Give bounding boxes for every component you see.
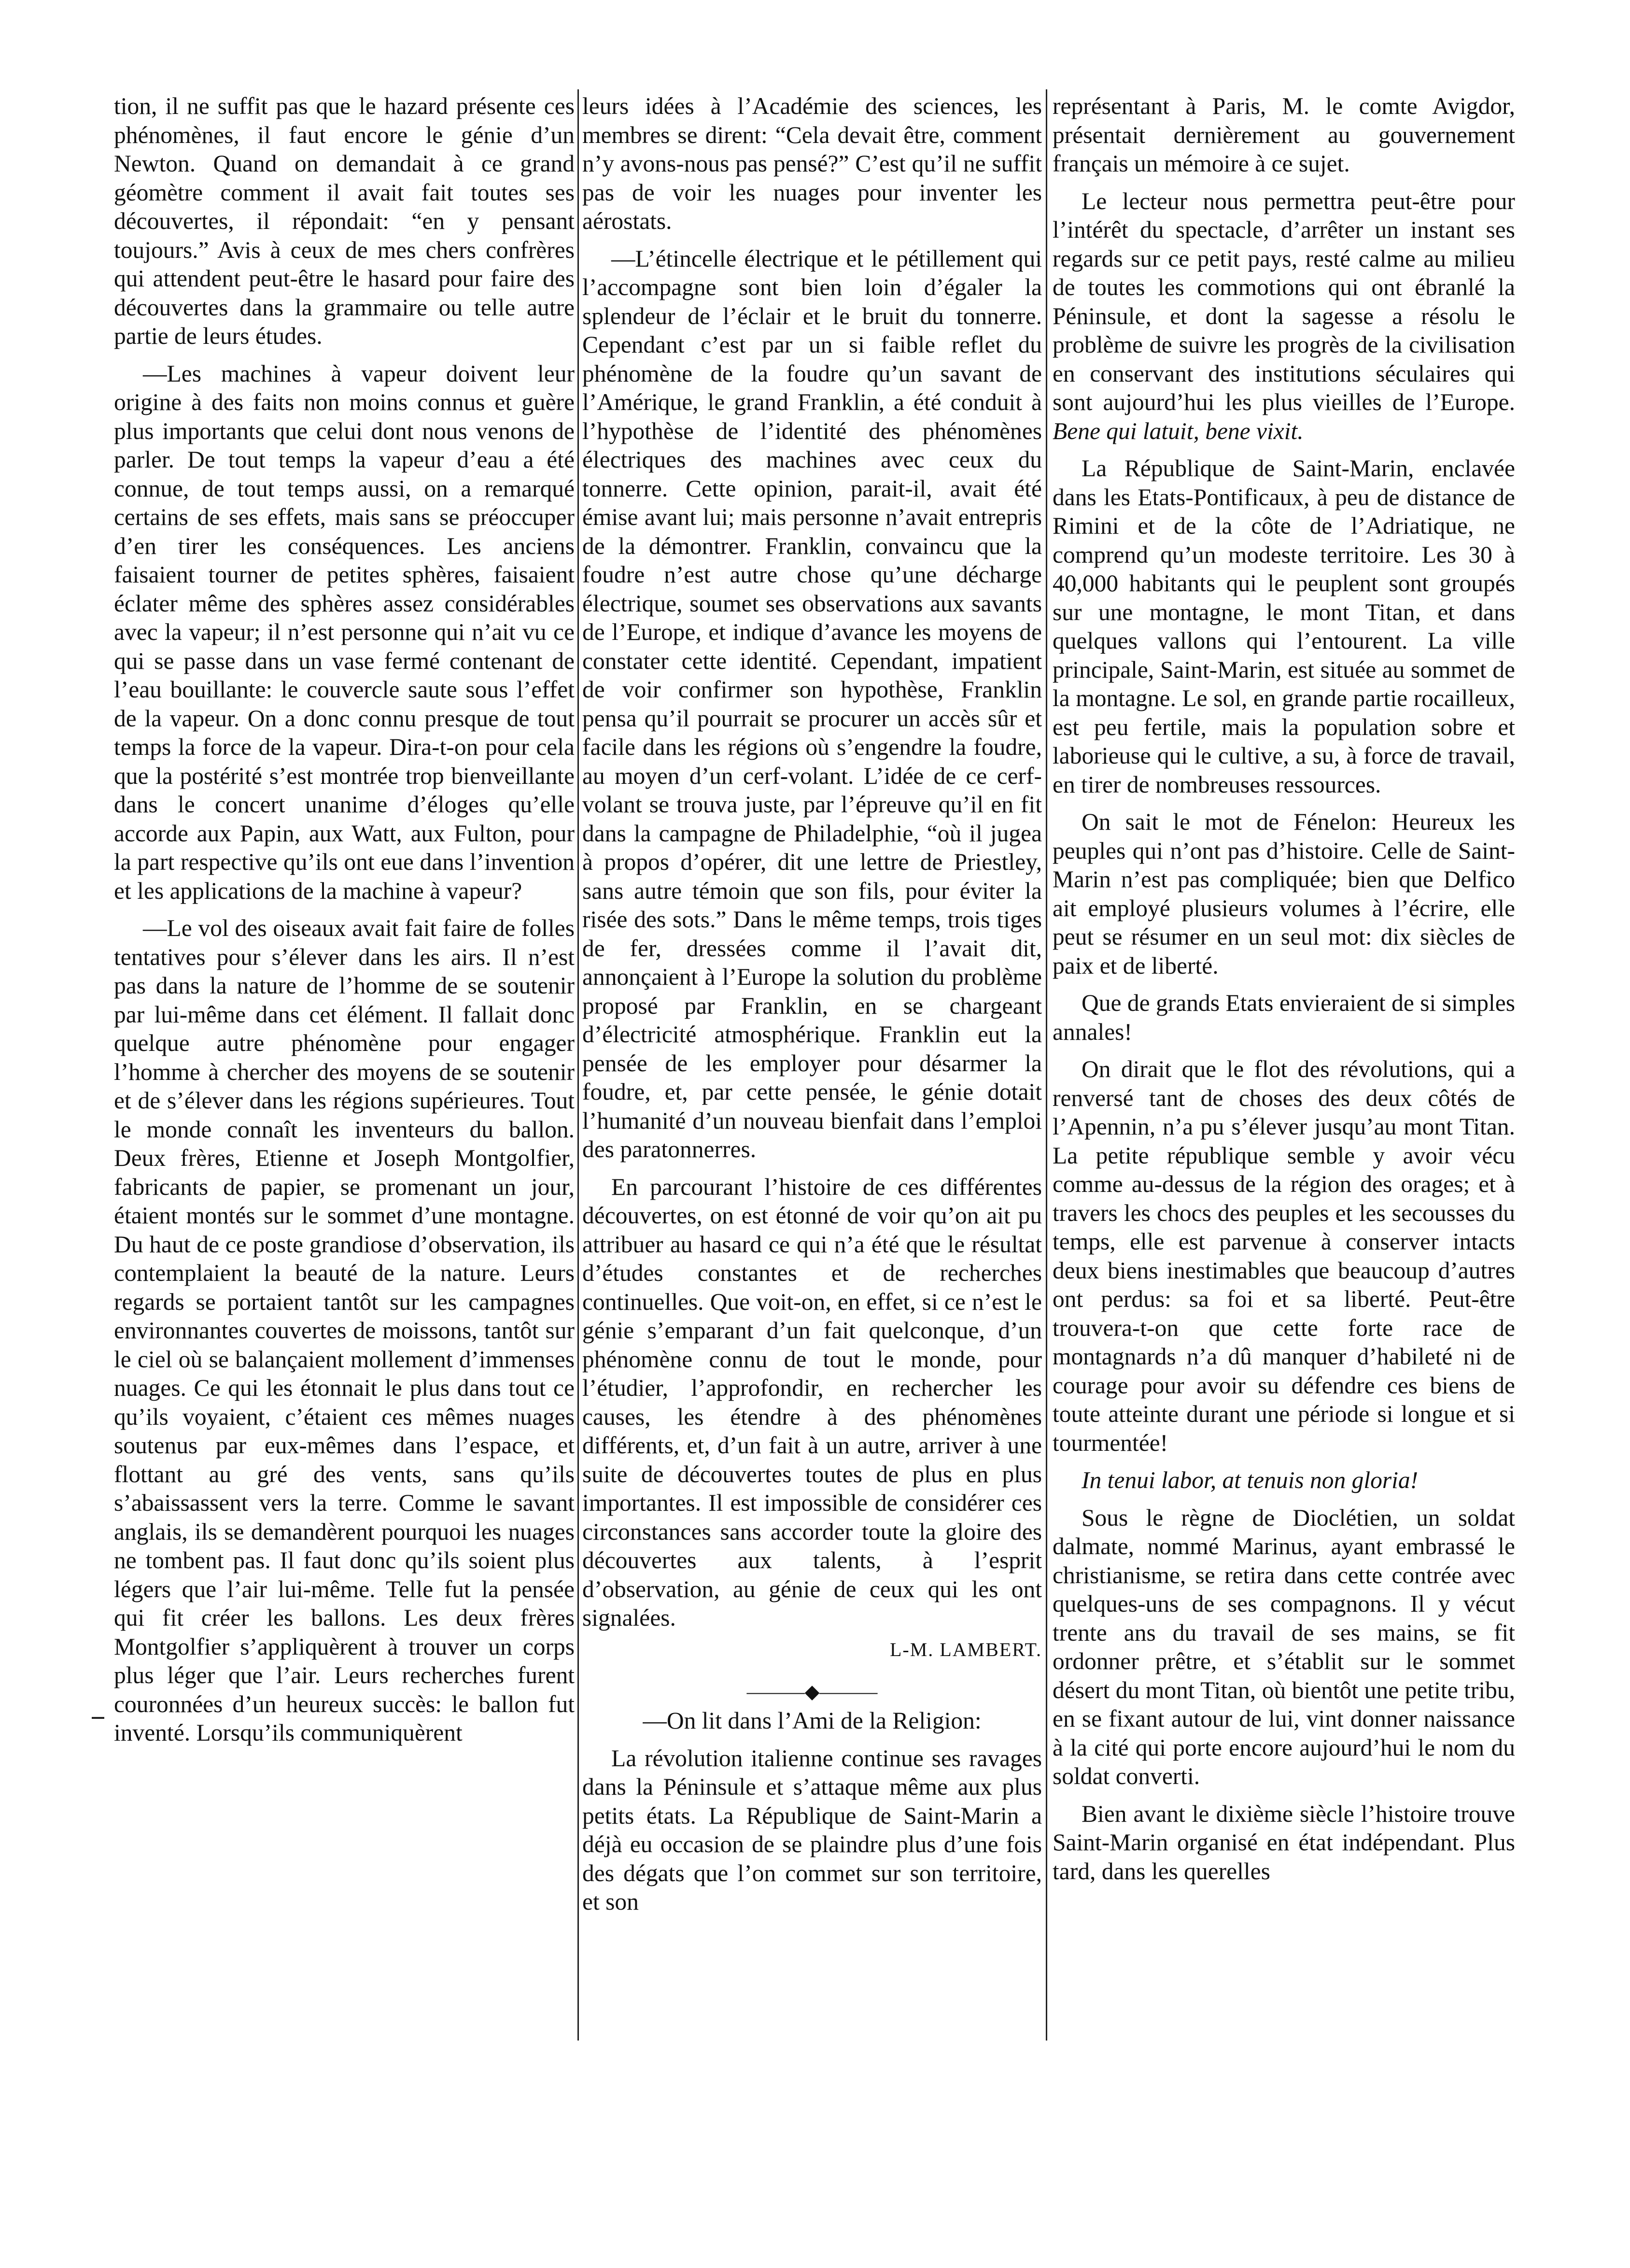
source-heading: —On lit dans l’Ami de la Religion: <box>643 1707 982 1734</box>
column-middle <box>582 92 1042 2120</box>
section-ornament: ———◆——— <box>746 1681 878 1702</box>
paragraph: tion, il ne suffit pas que le hazard présente ces phénomènes, il faut encore le génie d’un Newton. Quand on demandait à ce grand géomètre comment il avait fait toutes ses découvertes, il répondait: “en y pensant toujours.” Avis à ceux de mes chers confrères qui attendent peut-être le hasard pour faire des découvertes dans la grammaire ou telle autre partie de leurs études. <box>114 93 575 349</box>
author-signature: L-M. LAMBERT. <box>889 1638 1042 1660</box>
margin-mark <box>92 1717 104 1719</box>
column-right <box>1053 92 1515 2120</box>
paragraph: représentant à Paris, M. le comte Avigdor, présentait dernièrement au gouvernement français un mémoire à ce sujet. <box>1053 93 1515 177</box>
paragraph: leurs idées à l’Académie des sciences, les membres se dirent: “Cela devait être, comment n’y avons-nous pas pensé?” C’est qu’il ne suffit pas de voir les nuages pour inventer les aérostats. <box>582 93 1042 234</box>
column-rule <box>1046 89 1047 2041</box>
paragraph <box>1053 187 1515 446</box>
paragraph: Sous le règne de Dioclétien, un soldat dalmate, nommé Marinus, ayant embrassé le christianisme, se retira dans cette contrée avec quelques-uns de ses compagnons. Il y vécut trente ans du travail de ses mains, se fit ordonner prêtre, et s’établit sur le sommet désert du mont Titan, où bientôt une petite tribu, en se fixant autour de lui, vint donner naissance à la cité qui porte encore aujourd’hui le nom du soldat converti. <box>1053 1504 1515 1789</box>
paragraph: La République de Saint-Marin, enclavée dans les Etats-Pontificaux, à peu de distance de Rimini et de la côte de l’Adriatique, ne comprend qu’un modeste territoire. Les 30 à 40,000 habitants qui le peuplent sont groupés sur une montagne, le mont Titan, et dans quelques vallons qui l’entourent. La ville principale, Saint-Marin, est située au sommet de la montagne. Le sol, en grande partie rocailleux, est peu fertile, mais la population sobre et laborieuse qui le cultive, a su, à force de travail, en tirer de nombreuses ressources. <box>1053 455 1515 798</box>
paragraph: Que de grands Etats envieraient de si simples annales! <box>1053 990 1515 1045</box>
latin-quote: Bene qui latuit, bene vixit. <box>1053 417 1304 444</box>
column-left <box>114 92 575 2120</box>
paragraph: La révolution italienne continue ses ravages dans la Péninsule et s’attaque même aux plus petits états. La République de Saint-Marin a déjà eu occasion de se plaindre plus d’une fois des dégats que l’on commet sur son territoire, et son <box>582 1744 1042 1915</box>
paragraph: On sait le mot de Fénelon: Heureux les peuples qui n’ont pas d’histoire. Celle de Saint-Marin n’est pas compliquée; bien que Delfico ait employé plusieurs volumes à l’écrire, elle peut se résumer en un seul mot: dix siècles de paix et de liberté. <box>1053 808 1515 979</box>
paragraph: On dirait que le flot des révolutions, qui a renversé tant de choses des deux côtés de l’Apennin, n’a pu s’élever jusqu’au mont Titan. La petite république semble y avoir vécu comme au-dessus de la région des orages; et à travers les chocs des peuples et les secousses du temps, elle est parvenue à conserver intacts deux biens inestimables que beaucoup d’autres ont perdus: sa foi et sa liberté. Peut-être trouvera-t-on que cette forte race de montagnards n’a dû manquer d’habileté ni de courage pour avoir su défendre ces biens de toute atteinte durant une période si longue et si tourmentée! <box>1053 1056 1515 1456</box>
latin-quote-text: In tenui labor, at tenuis non gloria! <box>1082 1467 1419 1493</box>
paragraph: Bien avant le dixième siècle l’histoire trouve Saint-Marin organisé en état indépendant. Plus tard, dans les querelles <box>1053 1800 1515 1885</box>
paragraph: En parcourant l’histoire de ces différentes découvertes, on est étonné de voir qu’on ait pu attribuer au hasard ce qui n’a été que le résultat d’études constantes et de recherches continuelles. Que voit-on, en effet, si ce n’est le génie s’emparant d’un fait quelconque, d’un phénomène connu de tout le monde, pour l’étudier, l’approfondir, en rechercher les causes, les étendre à des phénomènes différents, et, d’un fait à un autre, arriver à une suite de découvertes toutes de plus en plus importantes. Il est impossible de considérer ces circonstances sans accorder toute la gloire des découvertes aux talents, à l’esprit d’observation, au génie de ceux qui les ont signalées. <box>582 1173 1042 1631</box>
paragraph: —Le vol des oiseaux avait fait faire de folles tentatives pour s’élever dans les airs. Il n’est pas dans la nature de l’homme de se soutenir par lui-même dans cet élément. Il fallait donc quelque autre phénomène pour engager l’homme à chercher des moyens de se soutenir et de s’élever dans les régions supérieures. Tout le monde connaît les inventeurs du ballon. Deux frères, Etienne et Joseph Montgolfier, fabricants de papier, se promenant un jour, étaient montés sur le sommet d’une montagne. Du haut de ce poste grandiose d’observation, ils contemplaient la beauté de la nature. Leurs regards se portaient tantôt sur les campagnes environnantes couvertes de moissons, tantôt sur le ciel où se balançaient mollement d’immenses nuages. Ce qui les étonnait le plus dans tout ce qu’ils voyaient, c’étaient ces mêmes nuages soutenus par eux-mêmes dans l’espace, et flottant au gré des vents, sans qu’ils s’abaissassent vers la terre. Comme le savant anglais, ils se demandèrent pourquoi les nuages ne tombent pas. Il faut donc qu’ils soient plus légers que l’air lui-même. Telle fut la pensée qui fit créer les ballons. Les deux frères Montgolfier s’appliquèrent à trouver un corps plus léger que l’air. Leurs recherches furent couronnées d’un heureux succès: le ballon fut inventé. Lorsqu’ils communiquèrent <box>114 915 575 1746</box>
paragraph-text: Le lecteur nous permettra peut-être pour l’intérêt du spectacle, d’arrêter un instant ses regards sur ce petit pays, resté calme au milieu de toutes les commotions qui ont ébranlé la Péninsule, et dont la sagesse a résolu le problème de suivre les progrès de la civilisation en conservant des institutions séculaires qui sont aujourd’hui les plus vieilles de l’Europe. <box>1053 187 1515 415</box>
paragraph: —L’étincelle électrique et le pétillement qui l’accompagne sont bien loin d’égaler la splendeur de l’éclair et le bruit du tonnerre. Cependant c’est par un si faible reflet du phénomène de la foudre qu’un savant de l’Amérique, le grand Franklin, a été conduit à l’hypothèse de l’identité des phénomènes électriques des machines avec ceux du tonnerre. Cette opinion, parait-il, avait été émise avant lui; mais personne n’avait entrepris de la démontrer. Franklin, convaincu que la foudre n’est autre chose qu’une décharge électrique, soumet ses observations aux savants de l’Europe, et indique d’avance les moyens de constater cette identité. Cependant, impatient de voir confirmer son hypothèse, Franklin pensa qu’il pourrait se procurer un accès sûr et facile dans les régions où s’engendre la foudre, au moyen d’un cerf-volant. L’idée de ce cerf-volant se trouva juste, par l’épreuve qu’il en fit dans la campagne de Philadelphie, “où il jugea à propos d’opérer, dit une lettre de Priestley, sans autre témoin que son fils, pour éviter la risée des sots.” Dans le même temps, trois tiges de fer, dressées comme il l’avait dit, annonçaient à l’Europe la solution du problème proposé par Franklin, en se chargeant d’électricité atmosphérique. Franklin eut la pensée de les employer pour désarmer la foudre, et, par cette pensée, le génie dotait l’humanité d’un nouveau bienfait dans l’emploi des paratonnerres. <box>582 245 1042 1162</box>
paragraph: —Les machines à vapeur doivent leur origine à des faits non moins connus et guère plus importants que celui dont nous venons de parler. De tout temps la vapeur d’eau a été connue, de tout temps aussi, on a remarqué certains de ses effets, mais sans se préoccuper d’en tirer les conséquences. Les anciens faisaient tourner de petites sphères, faisaient éclater même des sphères assez considérables avec la vapeur; il n’est personne qui n’ait vu ce qui se passe dans un vase fermé contenant de l’eau bouillante: le couvercle saute sous l’effet de la vapeur. On a donc connu presque de tout temps la force de la vapeur. Dira-t-on pour cela que la postérité s’est montrée trop bienveillante dans le concert unanime d’éloges qu’elle accorde aux Papin, aux Watt, aux Fulton, pour la part respective qu’ils ont eue dans l’invention et les applications de la machine à vapeur? <box>114 360 575 904</box>
latin-quote <box>1053 1466 1515 1495</box>
column-rule <box>577 89 579 2041</box>
